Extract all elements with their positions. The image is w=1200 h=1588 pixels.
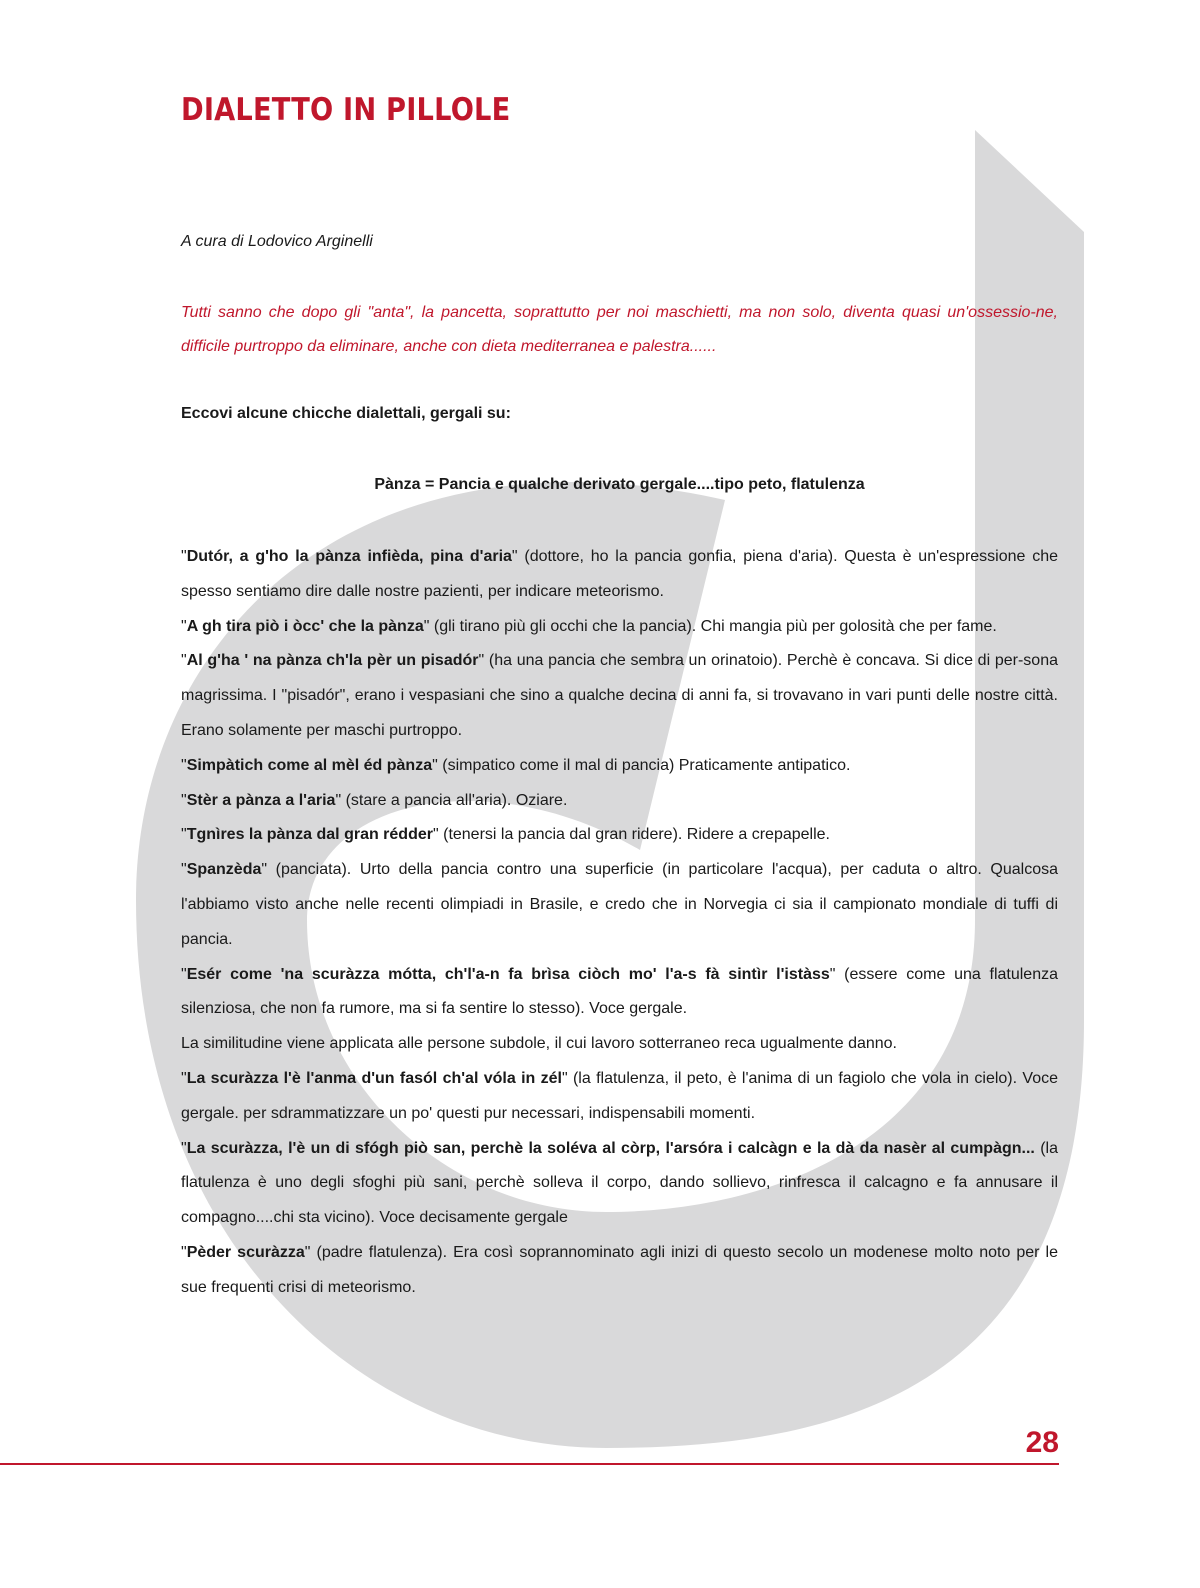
dialect-term: Simpàtich come al mèl éd pànza xyxy=(186,756,433,774)
dialect-term: Dutór, a g'ho la pànza infièda, pina d'aria xyxy=(186,548,512,565)
list-item: "Pèder scuràzza" (padre flatulenza). Era così soprannominato agli inizi di questo secolo un modenese molto noto per le sue frequenti crisi di meteorismo. xyxy=(181,1243,1058,1296)
dialect-term: Tgnìres la pànza dal gran rédder xyxy=(186,826,433,844)
dialect-term: La scuràzza, l'è un di sfógh piò san, perchè la soléva al còrp, l'arsóra i calcàgn e la dà da nasèr al cumpàgn... xyxy=(186,1139,1035,1157)
dialect-term: Stèr a pànza a l'aria xyxy=(186,791,336,809)
dialect-term: Spanzèda xyxy=(186,861,262,879)
footer-divider xyxy=(0,1463,1059,1465)
list-item: "La scuràzza l'è l'anma d'un fasól ch'al vóla in zél" (la flatulenza, il peto, è l'anima di un fagiolo che vola in cielo). Voce gergale. per sdrammatizzare un po' questi pur necessari, indispensabili momenti. xyxy=(181,1069,1058,1122)
author-byline: A cura di Lodovico Arginelli xyxy=(181,233,373,250)
dialect-term: Pèder scuràzza xyxy=(186,1243,305,1261)
list-item: "A gh tira piò i òcc' che la pànza" (gli tirano più gli occhi che la pancia). Chi mangia più per golosità che per fame. xyxy=(181,617,997,635)
dialect-term: A gh tira piò i òcc' che la pànza xyxy=(186,617,424,635)
list-item: "Esér come 'na scuràzza mótta, ch'l'a-n fa brìsa ciòch mo' l'a-s fà sintìr l'istàss" (essere come una flatulenza silenziosa, che non fa rumore, ma si fa sentire lo stesso). Voce gergale. xyxy=(181,965,1058,1018)
section-subtitle: Pànza = Pancia e qualche derivato gergale....tipo peto, flatulenza xyxy=(374,476,865,493)
entries-list xyxy=(181,540,1058,1306)
list-item: "Stèr a pànza a l'aria" (stare a pancia all'aria). Oziare. xyxy=(181,791,568,809)
list-item: "Spanzèda" (panciata). Urto della pancia contro una superficie (in particolare l'acqua), per caduta o altro. Qualcosa l'abbiamo visto anche nelle recenti olimpiadi in Brasile, e credo che in Norvegia ci sia il campionato mondiale di tuffi di pancia. xyxy=(181,861,1058,948)
list-item: "Tgnìres la pànza dal gran rédder" (tenersi la pancia dal gran ridere). Ridere a crepapelle. xyxy=(181,826,830,844)
dialect-term: Esér come 'na scuràzza mótta, ch'l'a-n fa brìsa ciòch mo' l'a-s fà sintìr l'istàss xyxy=(186,965,830,983)
list-item: La similitudine viene applicata alle persone subdole, il cui lavoro sotterraneo reca ugualmente danno. xyxy=(181,1035,897,1053)
list-item: "Simpàtich come al mèl éd pànza" (simpatico come il mal di pancia) Praticamente antipatico. xyxy=(181,756,851,774)
list-item: "Al g'ha ' na pànza ch'la pèr un pisadór" (ha una pancia che sembra un orinatoio). Perchè è concava. Si dice di per-sona magrissima. I "pisadór", erano i vespasiani che sino a qualche decina di anni fa, si trovavano in vari punti delle nostre città. Erano solamente per maschi purtroppo. xyxy=(181,652,1058,739)
page-title: DIALETTO IN PILLOLE xyxy=(181,92,511,128)
list-item: "Dutór, a g'ho la pànza infièda, pina d'aria" (dottore, ho la pancia gonfia, piena d'aria). Questa è un'espressione che spesso sentiamo dire dalle nostre pazienti, per indicare meteorismo. xyxy=(181,548,1058,600)
page-number: 28 xyxy=(1025,1426,1059,1459)
intro-paragraph: Tutti sanno che dopo gli "anta", la pancetta, soprattutto per noi maschietti, ma non solo, diventa quasi un'ossessio-ne, difficile purtroppo da eliminare, anche con dieta mediterranea e palestra...... xyxy=(181,304,1058,355)
lead-sentence: Eccovi alcune chicche dialettali, gergali su: xyxy=(181,405,511,422)
list-item: "La scuràzza, l'è un di sfógh piò san, perchè la soléva al còrp, l'arsóra i calcàgn e la dà da nasèr al cumpàgn... (la flatulenza è uno degli sfoghi più sani, perchè solleva il corpo, dando sollievo, rinfresca il calcagno e fa annusare il compagno....chi sta vicino). Voce decisamente gergale xyxy=(181,1139,1059,1227)
dialect-term: La scuràzza l'è l'anma d'un fasól ch'al vóla in zél xyxy=(186,1069,562,1087)
dialect-term: Al g'ha ' na pànza ch'la pèr un pisadór xyxy=(186,652,479,670)
